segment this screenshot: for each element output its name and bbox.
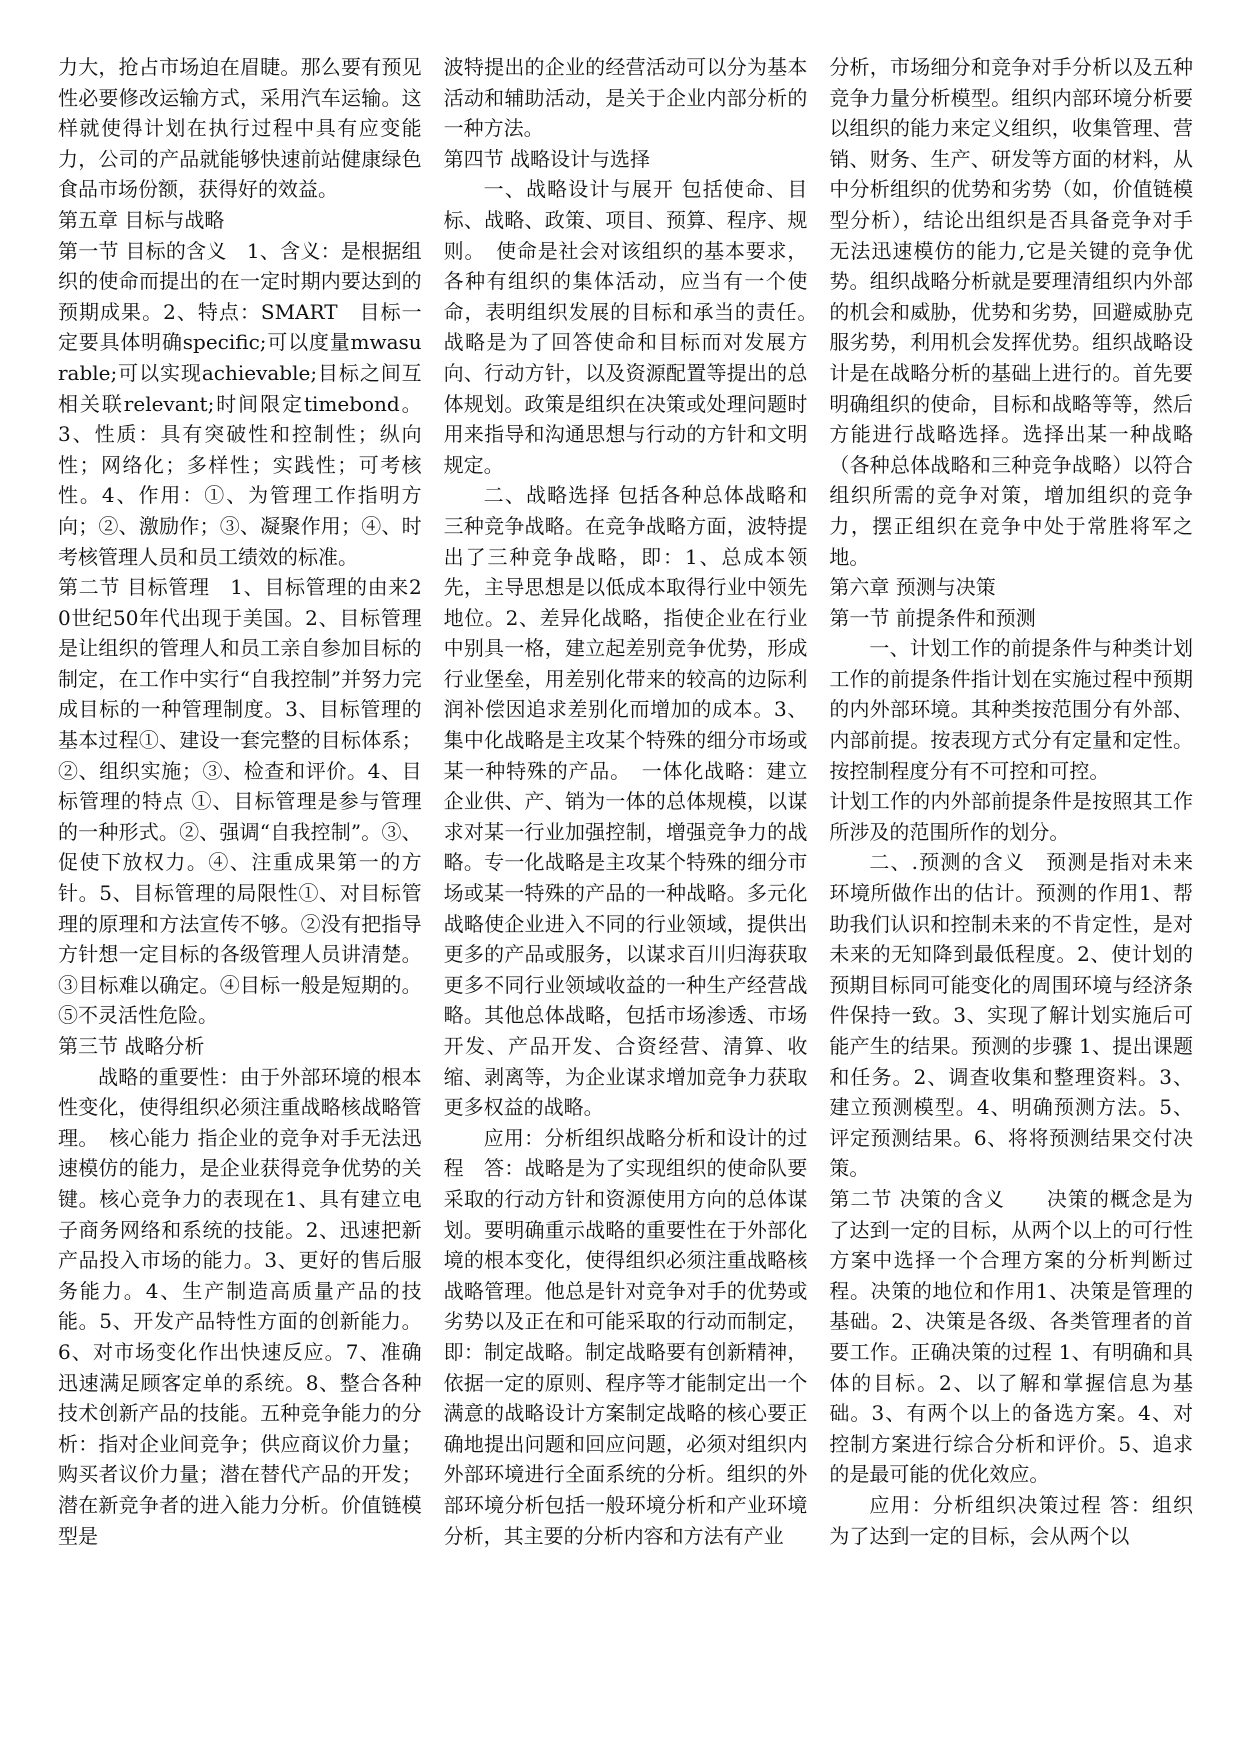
body-paragraph: 第二节 决策的含义 决策的概念是为了达到一定的目标，从两个以上的可行性方案中选择一个合理方案的分析判断过程。决策的地位和作用1、决策是管理的基础。2、决策是各级、各类管理者的首要工作。正确决策的过程 1、有明确和具体的目标。2、以了解和掌握信息为基础。3、有两个以上的备选方案。4、对控制方案进行综合分析和评价。5、追求的是最可能的优化效应。 — [829, 1186, 1194, 1487]
body-paragraph: 波特提出的企业的经营活动可以分为基本活动和辅助活动，是关于企业内部分析的一种方法。 — [443, 55, 808, 141]
body-paragraph: 分析，市场细分和竞争对手分析以及五种竞争力量分析模型。组织内部环境分析要以组织的能力来定义组织，收集管理、营销、财务、生产、研发等方面的材料，从中分析组织的优势和劣势（如，价值链模型分析），结论出组织是否具备竞争对手无法迅速模仿的能力,它是关键的竞争优势。组织战略分析就是要理清组织内外部的机会和威胁，优势和劣势，回避威胁克服劣势，利用机会发挥优势。组织战略设计是在战略分析的基础上进行的。首先要明确组织的使命，目标和战略等等，然后方能进行战略选择。选择出某一种战略（各种总体战略和三种竞争战略）以符合组织所需的竞争对策，增加组织的竞争力，摆正组织在竞争中处于常胜将军之地。 — [829, 55, 1194, 569]
section-heading: 第一节 前提条件和预测 — [829, 605, 1036, 630]
body-paragraph: 应用：分析组织决策过程 答：组织为了达到一定的目标，会从两个以 — [829, 1492, 1194, 1548]
body-paragraph: 一、计划工作的前提条件与种类计划工作的前提条件指计划在实施过程中预期的内外部环境。其种类按范围分有外部、内部前提。按表现方式分有定量和定性。按控制程度分有不可控和可控。 — [829, 636, 1194, 783]
section-heading: 第三节 战略分析 — [58, 1034, 205, 1058]
text-column-2 — [443, 52, 828, 1714]
body-paragraph: 一、战略设计与展开 包括使命、目标、战略、政策、项目、预算、程序、规则。 使命是社会对该组织的基本要求，各种有组织的集体活动，应当有一个使命，表明组织发展的目标和承当的责任。 战略是为了回答使命和目标而对发展方向、行动方针，以及资源配置等提出的总体规划。政策是组织在决策或处理问题时用来指导和沟通思想与行动的方针和文明规定。 — [443, 177, 828, 477]
body-paragraph: 二、.预测的含义 预测是指对未来环境所做作出的估计。预测的作用1、帮助我们认识和控制未来的不肯定性，是对未来的无知降到最低程度。2、使计划的预期目标同可能变化的周围环境与经济条件保持一致。3、实现了解计划实施后可能产生的结果。预测的步骤 1、提出课题和任务。2、调查收集和整理资料。3、建立预测模型。4、明确预测方法。5、评定预测结果。6、将将预测结果交付决策。 — [829, 850, 1194, 1181]
body-paragraph: 第二节 目标管理 1、目标管理的由来20世纪50年代出现于美国。2、目标管理是让组织的管理人和员工亲自参加目标的制定，在工作中实行“自我控制”并努力完成目标的一种管理制度。3、目标管理的基本过程①、建设一套完整的目标体系；②、组织实施；③、检查和评价。4、目标管理的特点 ①、目标管理是参与管理的一种形式。②、强调“自我控制”。③、促使下放权力。④、注重成果第一的方针。5、目标管理的局限性①、对目标管理的原理和方法宣传不够。②没有把指导方针想一定目标的各级管理人员讲清楚。③目标难以确定。④目标一般是短期的。⑤不灵活性危险。 — [58, 575, 422, 1028]
body-paragraph: 计划工作的内外部前提条件是按照其工作所涉及的范围所作的划分。 — [829, 789, 1194, 844]
section-heading: 第四节 战略设计与选择 — [443, 146, 651, 171]
text-column-1 — [58, 52, 422, 1714]
body-paragraph: 战略的重要性：由于外部环境的根本性变化，使得组织必须注重战略核战略管理。 核心能力 指企业的竞争对手无法迅速模仿的能力，是企业获得竞争优势的关键。核心竞争力的表现在1、具有建立电子商务网络和系统的技能。2、迅速把新产品投入市场的能力。3、更好的售后服务能力。4、生产制造高质量产品的技能。5、开发产品特性方面的创新能力。6、对市场变化作出快速反应。7、准确迅速满足顾客定单的系统。8、整合各种技术创新产品的技能。五种竞争能力的分析：指对企业间竞争；供应商议价力量；购买者议价力量；潜在替代产品的开发；潜在新竞争者的进入能力分析。价值链模型是 — [58, 1064, 422, 1548]
body-paragraph: 应用：分析组织战略分析和设计的过程 答：战略是为了实现组织的使命队要采取的行动方针和资源使用方向的总体谋划。要明确重示战略的重要性在于外部化境的根本变化，使得组织必须注重战略核战略管理。他总是针对竞争对手的优势或劣势以及正在和可能采取的行动而制定，即：制定战略。制定战略要有创新精神，依据一定的原则、程序等才能制定出一个满意的战略设计方案制定战略的核心要正确地提出问题和回应问题，必须对组织内外部环境进行全面系统的分析。组织的外部环境分析包括一般环境分析和产业环境分析，其主要的分析内容和方法有产业 — [443, 1125, 808, 1548]
section-heading: 第六章 预测与决策 — [829, 575, 996, 600]
body-paragraph: 二、战略选择 包括各种总体战略和三种竞争战略。在竞争战略方面，波特提出了三种竞争战略，即：1、总成本领先，主导思想是以低成本取得行业中领先地位。2、差异化战略，指使企业在行业中别具一格，建立起差别竞争优势，形成行业堡垒，用差别化带来的较高的边际利润补偿因追求差别化而增加的成本。3、集中化战略是主攻某个特殊的细分市场或某一种特殊的产品。 一体化战略：建立企业供、产、销为一体的总体规模，以谋求对某一行业加强控制，增强竞争力的战略。专一化战略是主攻某个特殊的细分市场或某一特殊的产品的一种战略。多元化战略使企业进入不同的行业领域，提供出更多的产品或服务，以谋求百川归海获取更多不同行业领域收益的一种生产经营战略。其他总体战略，包括市场渗透、市场开发、产品开发、合资经营、清算、收缩、剥离等，为企业谋求增加竞争力获取更多权益的战略。 — [443, 483, 808, 1120]
text-column-3 — [829, 52, 1193, 1714]
body-paragraph: 第一节 目标的含义 1、含义：是根据组织的使命而提出的在一定时期内要达到的预期成果。2、特点：SMART 目标一定要具体明确specific;可以度量mwasurable;可以实现achievable;目标之间互相关联relevant;时间限定timebond。3、性质：具有突破性和控制性；纵向性；网络化；多样性；实践性；可考核性。4、作用：①、为管理工作指明方向；②、激励作；③、凝聚作用；④、时考核管理人员和员工绩效的标准。 — [58, 238, 422, 569]
body-paragraph: 力大，抢占市场迫在眉睫。那么要有预见性必要修改运输方式，采用汽车运输。这样就使得计划在执行过程中具有应变能力，公司的产品就能够快速前站健康绿色食品市场份额，获得好的效益。 — [58, 55, 422, 202]
section-heading: 第五章 目标与战略 — [58, 207, 225, 232]
